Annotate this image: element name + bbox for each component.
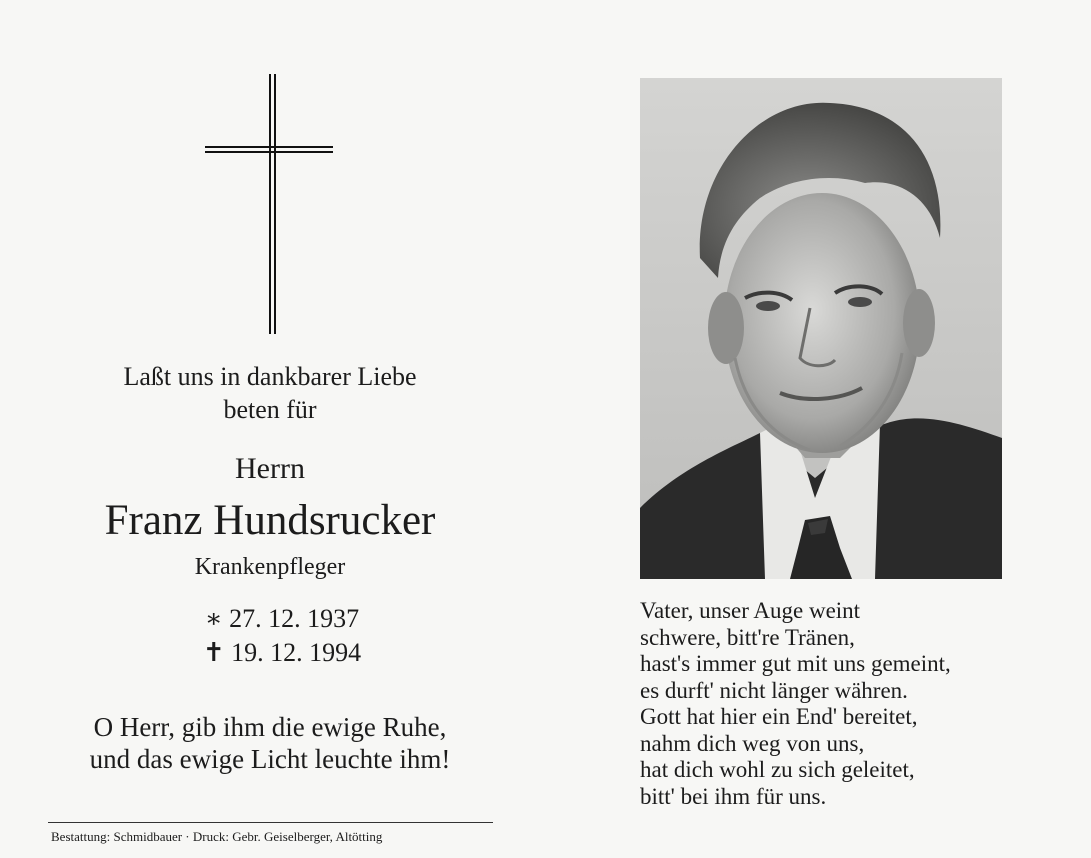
intro-line-2: beten für	[223, 395, 317, 424]
cross-icon	[205, 74, 335, 336]
intro-line-1: Laßt uns in dankbarer Liebe	[123, 362, 417, 391]
prayer-line-1: O Herr, gib ihm die ewige Ruhe,	[93, 712, 447, 742]
poem-line: Vater, unser Auge weint	[640, 598, 861, 623]
honorific: Herrn	[235, 452, 305, 485]
portrait-illustration	[640, 78, 1002, 579]
death-date: ✝ 19. 12. 1994	[202, 638, 362, 667]
poem-line: hast's immer gut mit uns gemeint,	[640, 651, 951, 676]
poem-line: schwere, bitt're Tränen,	[640, 624, 855, 650]
deceased-name: Franz Hundsrucker	[104, 497, 436, 544]
footer-divider	[48, 822, 493, 823]
poem-line: es durft' nicht länger währen.	[640, 677, 908, 703]
poem-line: hat dich wohl zu sich geleitet,	[640, 757, 915, 782]
birth-date: ∗ 27. 12. 1937	[204, 604, 360, 633]
poem-line: bitt' bei ihm für uns.	[640, 783, 827, 809]
prayer-line-2: und das ewige Licht leuchte ihm!	[89, 744, 451, 774]
poem-line: Gott hat hier ein End' bereitet,	[640, 704, 918, 729]
profession: Krankenpfleger	[194, 554, 346, 580]
footer-credits: Bestattung: Schmidbauer · Druck: Gebr. Geiselberger, Altötting	[51, 829, 383, 844]
poem-line: nahm dich weg von uns,	[640, 730, 865, 756]
memorial-text-panel	[40, 0, 500, 858]
memorial-poem	[640, 598, 1070, 810]
portrait-photo	[640, 78, 1002, 579]
